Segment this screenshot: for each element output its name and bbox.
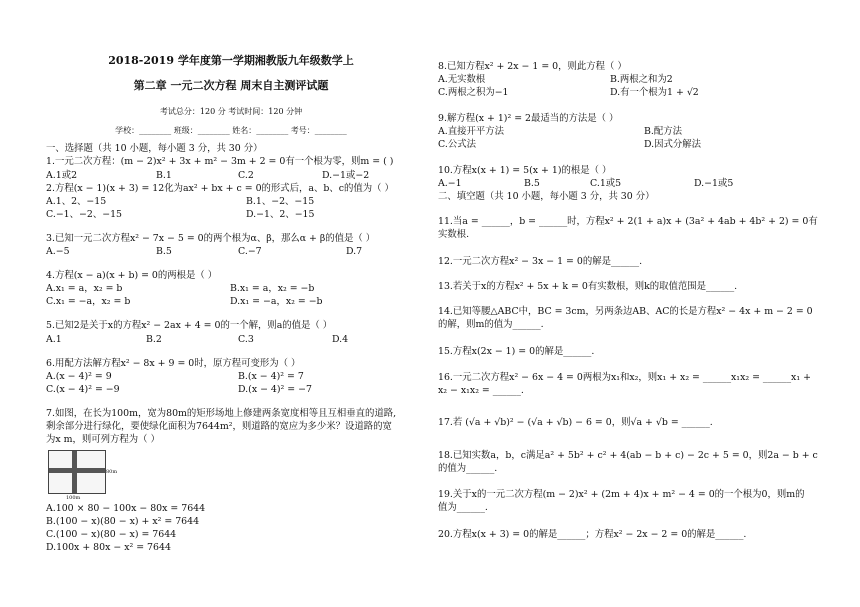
question-17: 17.若 (√a + √b)² − (√a + √b) − 6 = 0，则√a + √b = ______.: [438, 417, 713, 428]
exam-info: 考试总分：120 分 考试时间：120 分钟: [159, 107, 303, 116]
q9-option-a: A.直接开平方法: [438, 126, 505, 137]
section-heading-fill: 二、填空题（共 10 小题，每小题 3 分，共 30 分）: [438, 191, 655, 202]
q6-option-b: B.(x − 4)² = 7: [238, 371, 304, 382]
figure-length-label: 100m: [66, 495, 81, 501]
q7-option-d: D.100x + 80x − x² = 7644: [46, 542, 171, 553]
question-18-line-1: 18.已知实数a，b，c满足a² + 5b² + c² + 4(ab − b + c) − 2c + 5 = 0，则2a − b + c: [438, 450, 818, 461]
question-16-line-1: 16.一元二次方程x² − 6x − 4 = 0两根为x₁和x₂，则x₁ + x₂ = ______x₁x₂ = ______x₁ +: [438, 372, 811, 383]
q8-option-c: C.两根之积为−1: [438, 87, 509, 98]
question-19-line-1: 19.关于x的一元二次方程(m − 2)x² + (2m + 4)x + m² − 4 = 0的一个根为0，则m的: [438, 489, 805, 500]
q1-option-d: D.−1或−2: [322, 170, 370, 181]
q7-option-c: C.(100 − x)(80 − x) = 7644: [46, 529, 177, 540]
question-11-line-1: 11.当a = ______，b = ______时，方程x² + 2(1 + a)x + (3a² + 4ab + 4b² + 2) = 0有: [438, 216, 818, 227]
section-heading-choice: 一、选择题（共 10 小题，每小题 3 分，共 30 分）: [46, 143, 263, 154]
q8-option-a: A.无实数根: [438, 74, 486, 85]
question-8: 8.已知方程x² + 2x − 1 = 0，则此方程（ ）: [438, 61, 627, 72]
question-9: 9.解方程(x + 1)² = 2最适当的方法是（ ）: [438, 113, 619, 124]
question-18-line-2: 的值为______.: [438, 463, 498, 474]
q9-option-b: B.配方法: [644, 126, 682, 137]
q1-option-b: B.1: [156, 170, 172, 181]
q7-option-a: A.100 × 80 − 100x − 80x = 7644: [46, 503, 206, 514]
exam-title: 2018-2019 学年度第一学期湘教版九年级数学上: [108, 54, 354, 67]
q3-option-d: D.7: [346, 246, 363, 257]
q4-option-b: B.x₁ = a，x₂ = −b: [230, 283, 315, 294]
question-6: 6.用配方法解方程x² − 8x + 9 = 0时，原方程可变形为（ ）: [46, 358, 301, 369]
q1-option-c: C.2: [238, 170, 254, 181]
q4-option-c: C.x₁ = −a，x₂ = b: [46, 296, 131, 307]
question-7-line-1: 7.如图，在长为100m，宽为80m的矩形场地上修建两条宽度相等且互相垂直的道路,: [46, 408, 397, 419]
q7-option-b: B.(100 − x)(80 − x) + x² = 7644: [46, 516, 200, 527]
student-info-line: 学校：________ 班级：________ 姓名：________ 考号：________: [115, 126, 347, 135]
exam-subtitle: 第二章 一元二次方程 周末自主测评试题: [133, 79, 329, 92]
q10-option-d: D.−1或5: [694, 178, 734, 189]
q9-option-d: D.因式分解法: [644, 139, 702, 150]
q5-option-b: B.2: [146, 334, 162, 345]
q10-option-a: A.−1: [438, 178, 462, 189]
horizontal-road: [49, 468, 105, 473]
q3-option-a: A.−5: [46, 246, 70, 257]
q6-option-d: D.(x − 4)² = −7: [238, 384, 312, 395]
figure-width-label: 80m: [106, 469, 118, 475]
q5-option-d: D.4: [332, 334, 349, 345]
question-5: 5.已知2是关于x的方程x² − 2ax + 4 = 0的一个解，则a的值是（ ）: [46, 320, 333, 331]
q10-option-c: C.1或5: [590, 178, 622, 189]
q8-option-b: B.两根之和为2: [610, 74, 673, 85]
q3-option-b: B.5: [156, 246, 172, 257]
q10-option-b: B.5: [524, 178, 540, 189]
question-10: 10.方程x(x + 1) = 5(x + 1)的根是（ ）: [438, 165, 612, 176]
q8-option-d: D.有一个根为1 + √2: [610, 87, 699, 98]
question-19-line-2: 值为______.: [438, 502, 488, 513]
question-14-line-1: 14.已知等腰△ABC中，BC = 3cm，另两条边AB、AC的长是方程x² − 4x + m − 2 = 0: [438, 306, 813, 317]
q9-option-c: C.公式法: [438, 139, 476, 150]
question-13: 13.若关于x的方程x² + 5x + k = 0有实数根，则k的取值范围是______.: [438, 281, 738, 292]
q1-option-a: A.1或2: [46, 170, 78, 181]
q2-option-a: A.1、2、−15: [46, 196, 107, 207]
q4-option-d: D.x₁ = −a，x₂ = −b: [230, 296, 323, 307]
q2-option-d: D.−1、2、−15: [246, 209, 315, 220]
question-3: 3.已知一元二次方程x² − 7x − 5 = 0的两个根为α、β，那么α + β的值是（ ）: [46, 233, 376, 244]
question-16-line-2: x₂ − x₁x₂ = ______.: [438, 385, 524, 396]
question-11-line-2: 实数根.: [438, 229, 470, 240]
question-12: 12.一元二次方程x² − 3x − 1 = 0的解是______.: [438, 256, 643, 267]
question-14-line-2: 的解，则m的值为______.: [438, 319, 544, 330]
question-7-line-3: 为x m，则可列方程为（ ）: [46, 434, 160, 445]
q6-option-c: C.(x − 4)² = −9: [46, 384, 120, 395]
question-15: 15.方程x(2x − 1) = 0的解是______.: [438, 346, 595, 357]
q4-option-a: A.x₁ = a，x₂ = b: [46, 283, 123, 294]
question-1: 1.一元二次方程：(m − 2)x² + 3x + m² − 3m + 2 = 0有一个根为零，则m = ( ): [46, 156, 394, 167]
question-4: 4.方程(x − a)(x + b) = 0的两根是（ ）: [46, 270, 218, 281]
q5-option-c: C.3: [238, 334, 254, 345]
q6-option-a: A.(x − 4)² = 9: [46, 371, 112, 382]
q3-option-c: C.−7: [238, 246, 262, 257]
q2-option-c: C.−1、−2、−15: [46, 209, 122, 220]
q5-option-a: A.1: [46, 334, 62, 345]
field-diagram: [48, 450, 106, 494]
q2-option-b: B.1、−2、−15: [246, 196, 315, 207]
question-2: 2.方程(x − 1)(x + 3) = 12化为ax² + bx + c = 0的形式后，a、b、c的值为（ ）: [46, 183, 394, 194]
question-20: 20.方程x(x + 3) = 0的解是______；方程x² − 2x − 2 = 0的解是______.: [438, 529, 747, 540]
question-7-line-2: 剩余部分进行绿化，要使绿化面积为7644m²，则道路的宽应为多少米？设道路的宽: [46, 421, 392, 432]
